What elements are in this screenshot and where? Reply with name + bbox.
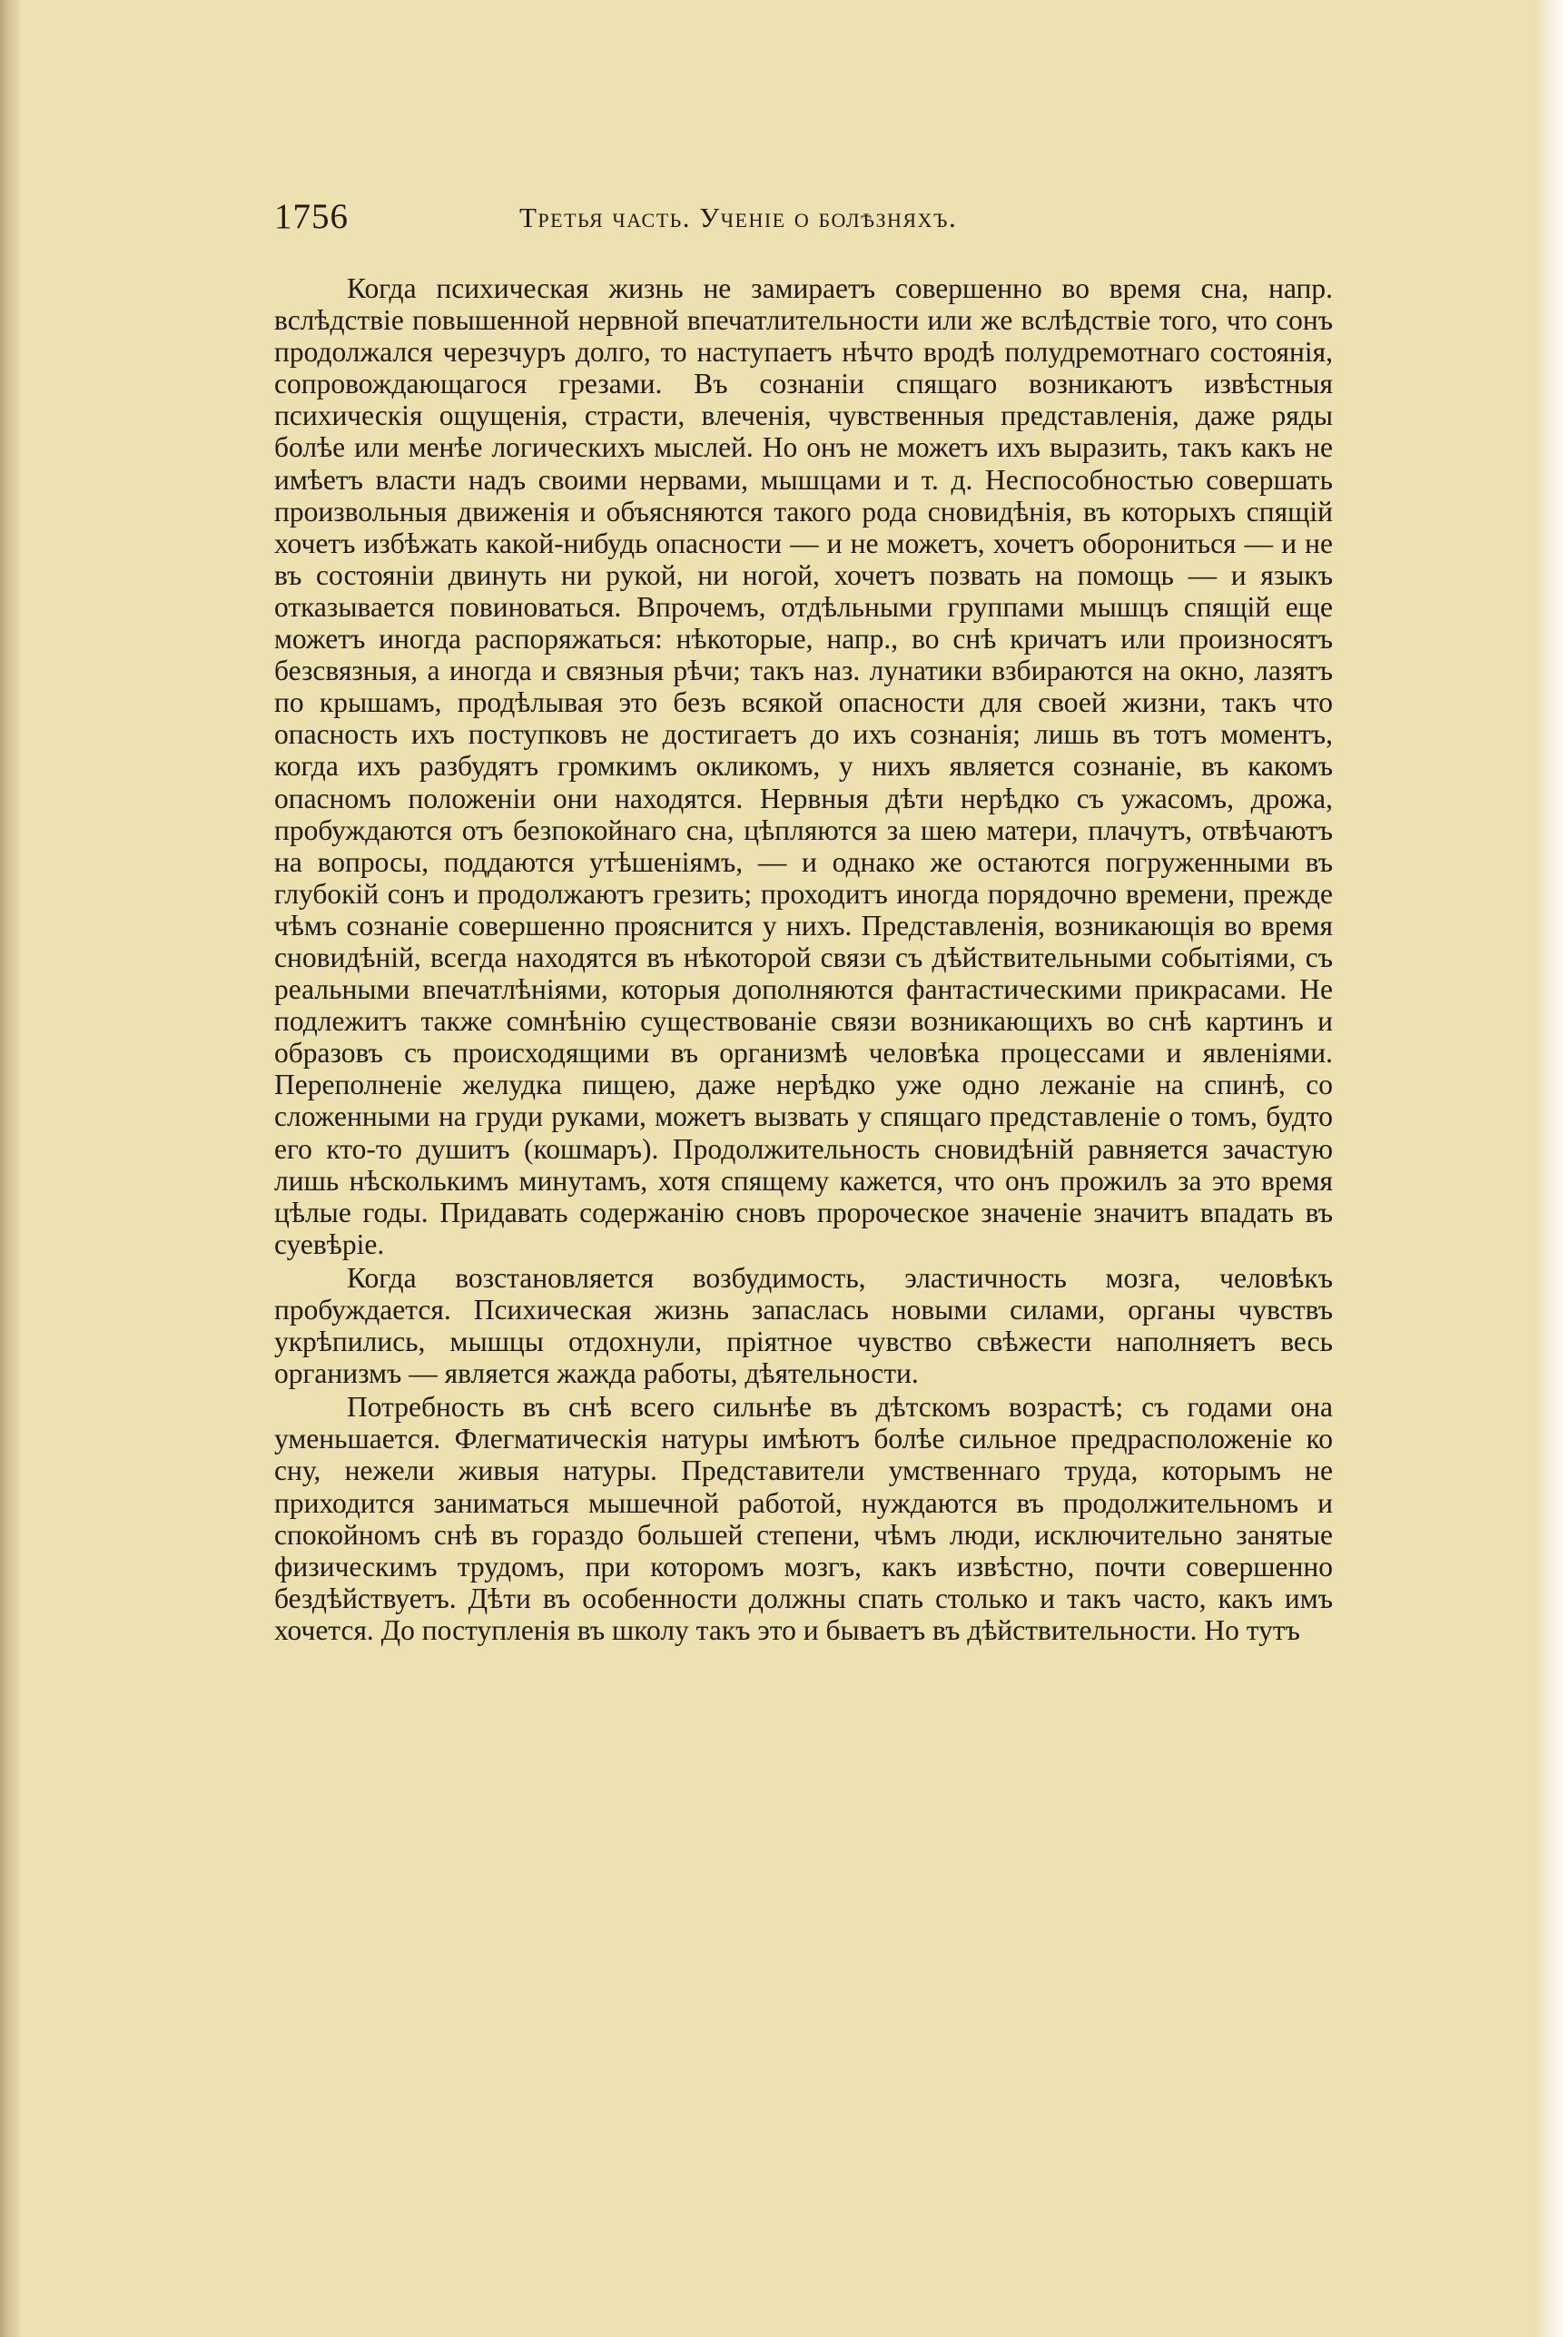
paragraph-dreams: Когда психическая жизнь не замираетъ совершенно во время сна, напр. вслѣдствіе повышенной нервной впечатлительности или же вслѣдствіе того, что сонъ продолжался черезчуръ долго, то наступаетъ нѣчто вродѣ полудремотнаго состоянія, сопровождающагося грезами. Въ сознаніи спящаго возникаютъ извѣстныя психическія ощущенія, страсти, влеченія, чувственныя представленія, даже ряды болѣе или менѣе логическихъ мыслей. Но онъ не можетъ ихъ выразить, такъ какъ не имѣетъ власти надъ своими нервами, мышцами и т. д. Неспособностью совершать произвольныя движенія и объясняются такого рода сновидѣнія, въ которыхъ спящій хочетъ избѣжать какой-нибудь опасности — и не можетъ, хочетъ оборониться — и не въ состояніи двинуть ни рукой, ни ногой, хочетъ позвать на помощь — и языкъ отказывается повиноваться. Впрочемъ, отдѣльными группами мышцъ спящій еще можетъ иногда распоряжаться: нѣкоторые, напр., во снѣ кричатъ или произносятъ безсвязныя, а иногда и связныя рѣчи; такъ наз. лунатики взбираются на окно, лазятъ по крышамъ, продѣлывая это безъ всякой опасности для своей жизни, такъ что опасность ихъ поступковъ не достигаетъ до ихъ сознанія; лишь въ тотъ моментъ, когда ихъ разбудятъ громкимъ окликомъ, у нихъ является сознаніе, въ какомъ опасномъ положеніи они находятся. Нервныя дѣти нерѣдко съ ужасомъ, дрожа, пробуждаются отъ безпокойнаго сна, цѣпляются за шею матери, плачутъ, отвѣчаютъ на вопросы, поддаются утѣшеніямъ, — и однако же остаются погруженными въ глубокій сонъ и продолжаютъ грезить; проходитъ иногда порядочно времени, прежде чѣмъ сознаніе совершенно прояснится у нихъ. Представленія, возникающія во время сновидѣній, всегда находятся въ нѣкоторой связи съ дѣйствительными событіями, съ реальными впечатлѣніями, которыя дополняются фантастическими прикрасами. Не подлежитъ также сомнѣнію существованіе связи возникающихъ во снѣ картинъ и образовъ съ происходящими въ организмѣ человѣка процессами и явленіями. Переполненіе желудка пищею, даже нерѣдко уже одно лежаніе на спинѣ, со сложенными на груди руками, можетъ вызвать у спящаго представленіе о томъ, будто его кто-то душитъ (кошмаръ). Продолжительность сновидѣній равняется зачастую лишь нѣсколькимъ минутамъ, хотя спящему кажется, что онъ прожилъ за это время цѣлые годы. Придавать содержанію сновъ пророческое значеніе значитъ впадать въ суевѣріе. <box>274 272 1333 1260</box>
body-text <box>274 272 1333 1646</box>
paragraph-sleep-need: Потребность въ снѣ всего сильнѣе въ дѣтскомъ возрастѣ; съ годами она уменьшается. Флегматическія натуры имѣютъ болѣе сильное предрасположеніе ко сну, нежели живыя натуры. Представители умственнаго труда, которымъ не приходится заниматься мышечной работой, нуждаются въ продолжительномъ и спокойномъ снѣ въ гораздо большей степени, чѣмъ люди, исключительно занятые физическимъ трудомъ, при которомъ мозгъ, какъ извѣстно, почти совершенно бездѣйствуетъ. Дѣти въ особенности должны спать столько и такъ часто, какъ имъ хочется. До поступленія въ школу такъ это и бываетъ въ дѣйствительности. Но тутъ <box>274 1391 1333 1646</box>
page-binding-edge <box>0 0 20 2337</box>
page-outer-edge <box>1532 0 1568 2337</box>
page-header <box>274 196 1333 251</box>
page-number: 1756 <box>274 197 349 236</box>
running-title: Третья часть. Ученіе о болѣзняхъ. <box>519 202 958 233</box>
paragraph-awakening: Когда возстановляется возбудимость, эластичность мозга, человѣкъ пробуждается. Психическая жизнь запаслась новыми силами, органы чувствъ укрѣпились, мышцы отдохнули, пріятное чувство свѣжести наполняетъ весь организмъ — является жажда работы, дѣятельности. <box>274 1261 1333 1390</box>
